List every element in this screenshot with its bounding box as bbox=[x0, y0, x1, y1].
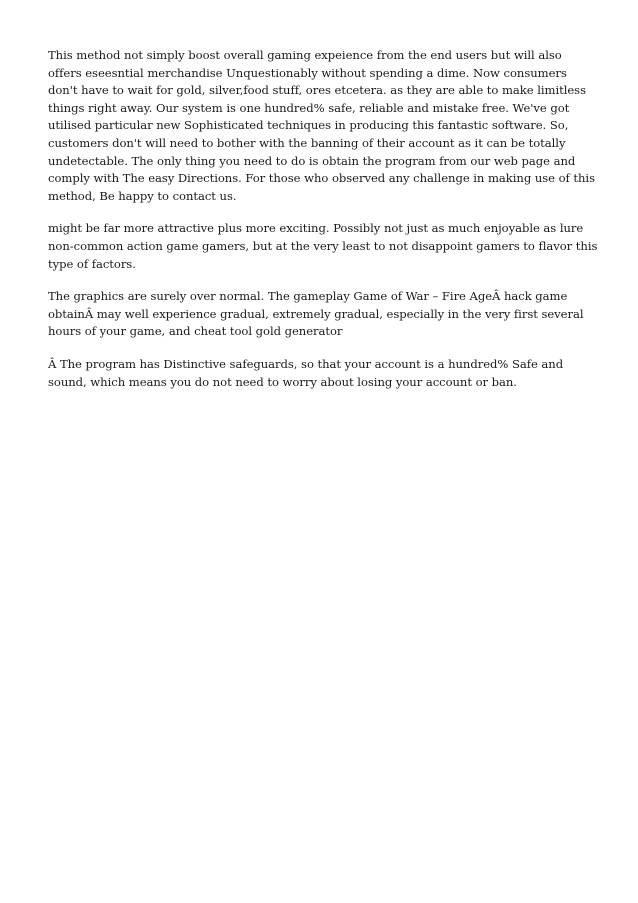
paragraph-intro: This method not simply boost overall gaming expeience from the end users but will also offers eseesntial merchandise Unquestionably without spending a dime. Now consumers don't have to wait for gold, silver,food stuff, ores etcetera. as they are able to make limitless things right away. Our system is one hundred% safe, reliable and mistake free. We've got utilised particular new Sophisticated techniques in producing this fantastic software. So, customers don't will need to bother with the banning of their account as it can be totally undetectable. The only thing you need to do is obtain the program from our web page and comply with The easy Directions. For those who observed any challenge in making use of this method, Be happy to contact us. bbox=[48, 48, 595, 203]
paragraph-attractive: might be far more attractive plus more exciting. Possibly not just as much enjoyable as lure non-common action game gamers, but at the very least to not disappoint gamers to flavor this type of factors. bbox=[48, 221, 598, 271]
paragraph-safeguards: Â The program has Distinctive safeguards, so that your account is a hundred% Safe and sound, which means you do not need to worry about losing your account or ban. bbox=[48, 356, 564, 389]
document-body bbox=[48, 47, 598, 406]
paragraph-graphics: The graphics are surely over normal. The gameplay Game of War – Fire AgeÂ hack game obtainÂ may well experience gradual, extremely gradual, especially in the very first several hours of your game, and cheat tool gold generator bbox=[48, 289, 584, 339]
